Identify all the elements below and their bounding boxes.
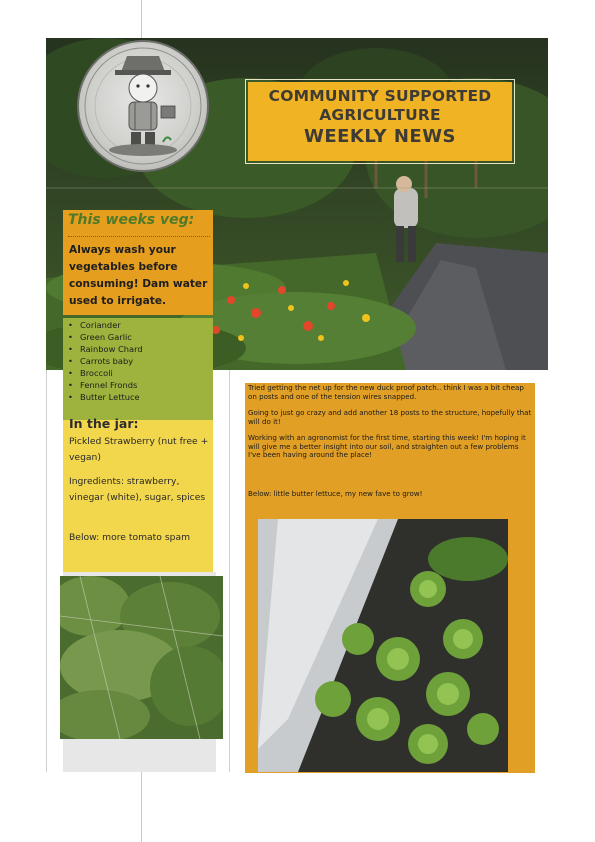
list-item: • Rainbow Chard <box>68 343 143 355</box>
veg-heading: This weeks veg: <box>68 212 195 228</box>
jar-ingredients: Ingredients: strawberry, vinegar (white), sugar, spices <box>69 476 206 503</box>
list-item: • Fennel Fronds <box>68 379 143 391</box>
article-paragraph: Working with an agronomist for the first time, starting this week! I'm hoping it will give me a better insight into our soil, and straighten out a few problems I've been having around the place! <box>248 433 526 459</box>
jar-heading: In the jar: <box>69 416 139 431</box>
article-paragraph: Going to just go crazy and add another 18 posts to the structure, hopefully that will do it! <box>248 408 532 426</box>
list-item: • Green Garlic <box>68 331 143 343</box>
divider <box>68 236 210 237</box>
article-body <box>248 384 532 506</box>
csa-logo <box>77 40 209 172</box>
list-item: • Butter Lettuce <box>68 391 143 403</box>
guide-line <box>229 370 230 772</box>
title-line: WEEKLY NEWS <box>303 126 457 147</box>
jar-item: Pickled Strawberry (nut free + vegan) <box>69 436 209 463</box>
title-line: COMMUNITY SUPPORTED <box>268 87 492 105</box>
wash-note: Always wash your vegetables before consuming! Dam water used to irrigate. <box>69 244 208 307</box>
list-item: • Coriander <box>68 319 143 331</box>
veg-list <box>68 319 143 403</box>
guide-line <box>46 370 47 772</box>
lettuce-caption: Below: little butter lettuce, my new fave to grow! <box>248 488 423 498</box>
newsletter-title <box>248 82 512 161</box>
tomato-caption: Below: more tomato spam <box>69 532 191 543</box>
tomato-photo <box>60 576 223 739</box>
title-line: AGRICULTURE <box>319 106 441 124</box>
list-item: • Broccoli <box>68 367 143 379</box>
list-item: • Carrots baby <box>68 355 143 367</box>
article-paragraph: Tried getting the net up for the new duck proof patch.. think I was a bit cheap on posts and one of the tension wires snapped. <box>248 383 524 401</box>
lettuce-photo <box>258 519 508 772</box>
